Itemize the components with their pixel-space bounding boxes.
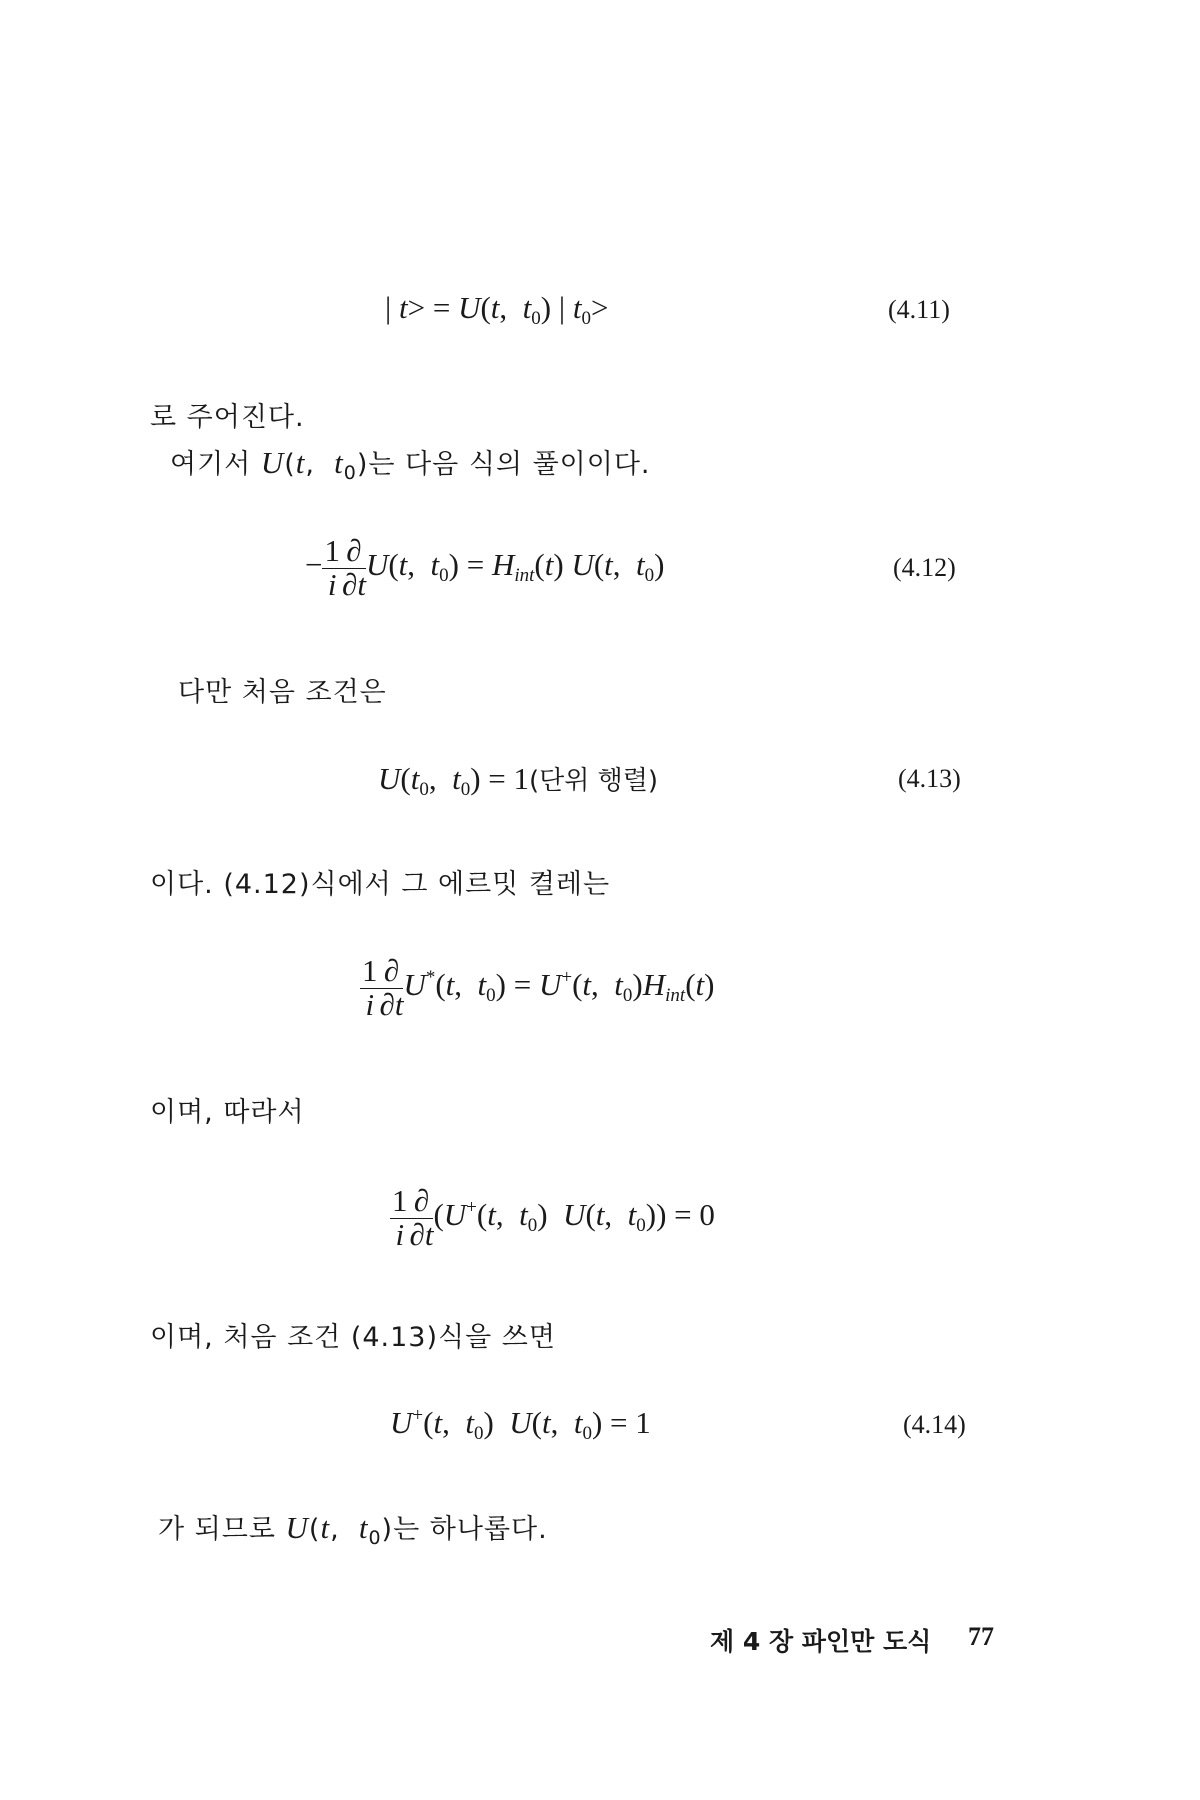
text-line: 로 주어진다. bbox=[150, 402, 305, 433]
equation-4-13: $U(t_0$, $t_0) = 1$(단위 행렬) bbox=[378, 761, 659, 800]
equation-number: (4.13) bbox=[898, 764, 961, 793]
equation-annotation: (단위 행렬) bbox=[529, 766, 659, 796]
text-line: 이며, 따라서 bbox=[150, 1097, 305, 1128]
equation-number: (4.14) bbox=[903, 1410, 966, 1439]
equation-hermitian-conjugate: $\frac{1}{i}$ $\frac{\partial}{\partial t}$ U*(t, $t_0) = U^+(t$, $t_0)H_{int}(t)$ bbox=[362, 953, 715, 1022]
text-fragment: 는 다음 식의 풀이이다. bbox=[368, 449, 651, 480]
text-line: 이며, 처음 조건 (4.13)식을 쓰면 bbox=[150, 1322, 556, 1353]
text-line: 다만 처음 조건은 bbox=[178, 677, 387, 708]
text-fragment: 여기서 bbox=[170, 449, 261, 480]
text-line: 여기서 U(t, $t_0$)는 다음 식의 풀이이다. bbox=[170, 445, 651, 484]
text-fragment: 가 되므로 bbox=[158, 1514, 286, 1545]
equation-derivative-product: $\frac{1}{i}$ $\frac{\partial}{\partial t}$ (U+(t, $t_0$) U(t, $t_0)) = 0$ bbox=[392, 1183, 715, 1252]
equation-4-12: − $\frac{1}{i}$ $\frac{\partial}{\partial t}$ U(t, $t_0) = H_{int}(t)$ U(t, $t_0$) bbox=[305, 533, 665, 602]
equation-4-14: U+(t, $t_0$) U(t, $t_0) = 1$ bbox=[390, 1405, 651, 1444]
equation-number: (4.11) bbox=[888, 295, 950, 324]
equation-number: (4.12) bbox=[893, 553, 956, 582]
equation-4-11: | t> = U(t, $t_0$) | $t_0>$ bbox=[385, 290, 609, 329]
text-fragment: 는 하나롭다. bbox=[393, 1514, 548, 1545]
text-line: 가 되므로 U(t, $t_0$)는 하나롭다. bbox=[158, 1510, 548, 1549]
text-line: 이다. (4.12)식에서 그 에르밋 켤레는 bbox=[150, 869, 611, 900]
running-footer-chapter: 제 4 장 파인만 도식 bbox=[710, 1627, 932, 1656]
page-number: 77 bbox=[968, 1622, 994, 1651]
